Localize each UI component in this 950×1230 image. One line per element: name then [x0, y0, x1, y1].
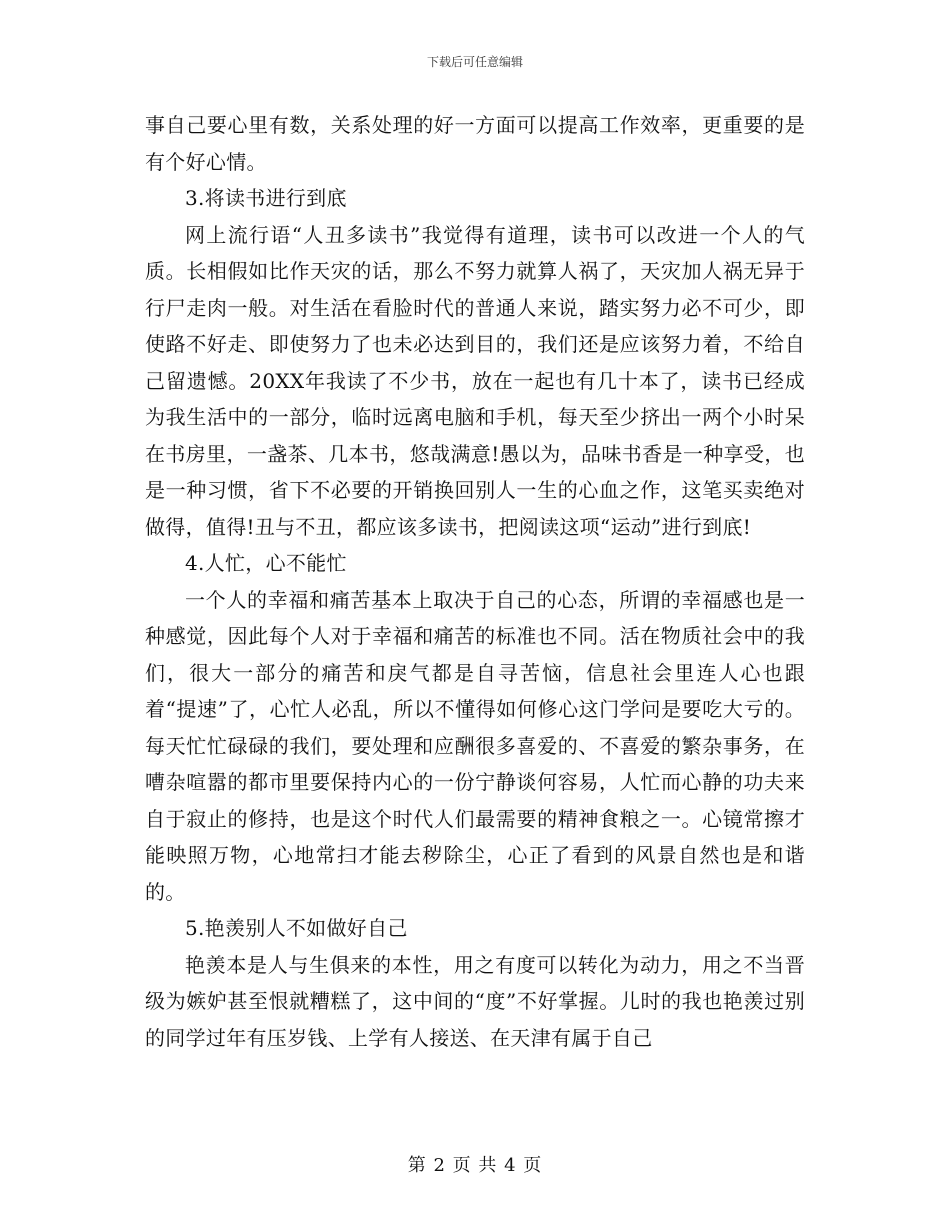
- section-heading-3: 3.将读书进行到底: [185, 186, 347, 210]
- paragraph-continuation: 事自己要心里有数，关系处理的好一方面可以提高工作效率，更重要的是有个好心情。: [145, 113, 805, 174]
- page-number-footer: 第 2 页 共 4 页: [407, 1155, 543, 1176]
- paragraph-busy-mind: 一个人的幸福和痛苦基本上取决于自己的心态，所谓的幸福感也是一种感觉，因此每个人对于幸福和痛苦的标准也不同。活在物质社会中的我们，很大一部分的痛苦和戾气都是自寻苦恼，信息社会里连人心也跟着“提速”了，心忙人必乱，所以不懂得如何修心这门学问是要吃大亏的。每天忙忙碌碌的我们，要处理和应酬很多喜爱的、不喜爱的繁杂事务，在嘈杂喧嚣的都市里要保持内心的一份宁静谈何容易，人忙而心静的功夫来自于寂止的修持，也是这个时代人们最需要的精神食粮之一。心镜常擦才能映照万物，心地常扫才能去秽除尘，心正了看到的风景自然也是和谐的。: [145, 587, 805, 904]
- document-body: [145, 107, 805, 1056]
- section-heading-5: 5.艳羡别人不如做好自己: [185, 916, 408, 940]
- paragraph-envy: 艳羡本是人与生俱来的本性，用之有度可以转化为动力，用之不当晋级为嫉妒甚至恨就糟糕了，这中间的“度”不好掌握。儿时的我也艳羡过别的同学过年有压岁钱、上学有人接送、在天津有属于自己: [145, 952, 805, 1050]
- section-heading-4: 4.人忙，心不能忙: [185, 551, 347, 575]
- page-header: 下载后可任意编辑: [426, 55, 523, 69]
- paragraph-reading: 网上流行语“人丑多读书”我觉得有道理，读书可以改进一个人的气质。长相假如比作天灾的话，那么不努力就算人祸了，天灾加人祸无异于行尸走肉一般。对生活在看脸时代的普通人来说，踏实努力必不可少，即使路不好走、即使努力了也未必达到目的，我们还是应该努力着，不给自己留遗憾。20XX年我读了不少书，放在一起也有几十本了，读书已经成为我生活中的一部分，临时远离电脑和手机，每天至少挤出一两个小时呆在书房里，一盏茶、几本书，悠哉满意!愚以为，品味书香是一种享受，也是一种习惯，省下不必要的开销换回别人一生的心血之作，这笔买卖绝对做得，值得!丑与不丑，都应该多读书，把阅读这项“运动”进行到底!: [145, 222, 805, 539]
